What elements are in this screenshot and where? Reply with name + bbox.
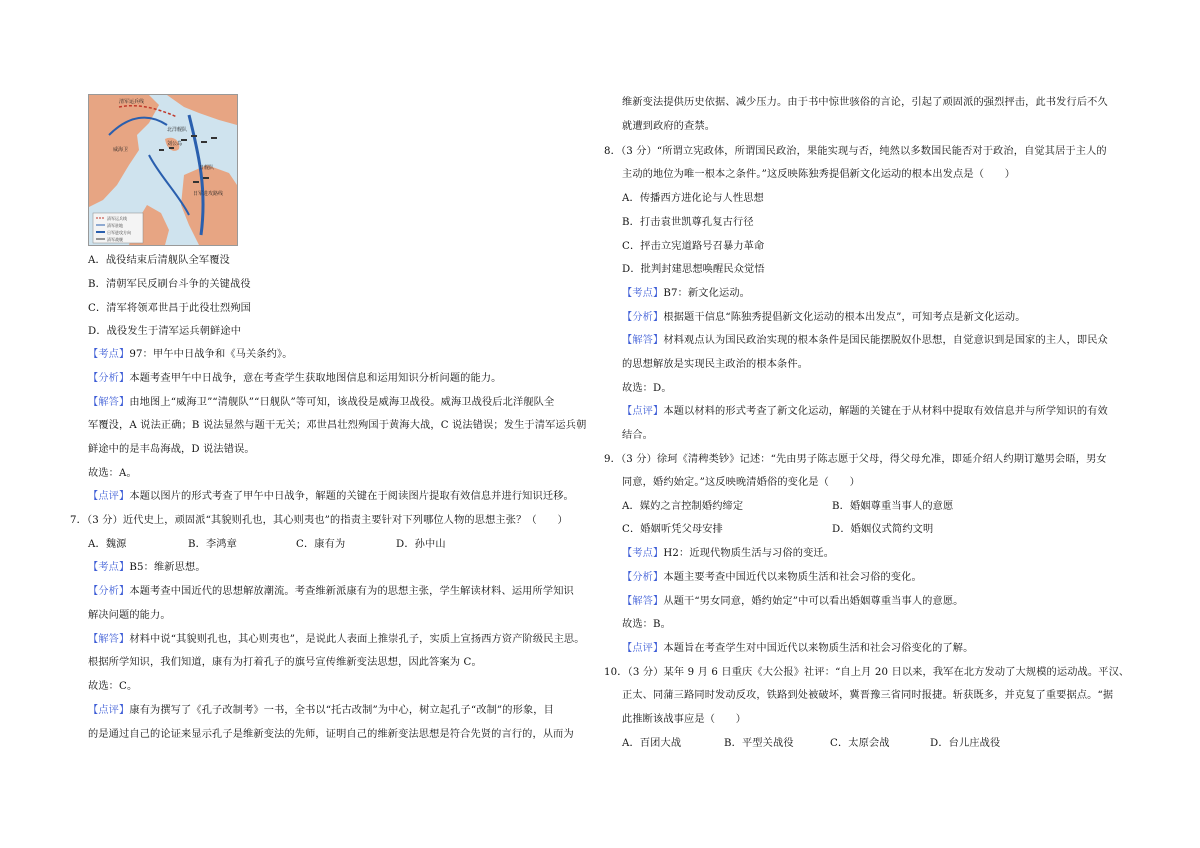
q6-kaodian-text: 97：甲午中日战争和《马关条约》。 xyxy=(129,349,293,360)
map-label-liugong-island: 刘公岛 xyxy=(167,141,183,147)
q8-fenxi-text: 根据题干信息“陈独秀提倡新文化运动的根本出发点”，可知考点是新文化运动。 xyxy=(663,312,1026,323)
q7-kaodian xyxy=(88,561,206,575)
q9-answer: 故选：B。 xyxy=(622,619,671,630)
map-legend-2: 清军驻地 xyxy=(107,223,123,228)
q10-stem-3: 此推断该战事应是（ ） xyxy=(622,714,747,725)
q7-jieda xyxy=(88,633,585,647)
map-legend-3: 日军进攻方向 xyxy=(107,230,131,235)
q7-fenxi-text-1: 本题考查中国近代的思想解放潮流。考查维新派康有为的思想主张，学生解读材料、运用所学知识 xyxy=(129,586,574,597)
q7-jieda-tag: 【解答】 xyxy=(88,634,130,645)
q8-dianping xyxy=(622,405,1108,419)
map-label-beiyang-fleet: 北洋舰队 xyxy=(167,127,188,133)
q9-option-d: D．婚姻仪式简约文明 xyxy=(832,524,934,535)
q8-dianping-text-1: 本题以材料的形式考查了新文化运动，解题的关键在于从材料中提取有效信息并与所学知识的有效 xyxy=(663,406,1108,417)
q8-jieda-text-1: 材料观点认为国民政治实现的根本条件是国民能摆脱奴仆思想，自觉意识到是国家的主人，即民众 xyxy=(663,335,1108,346)
q6-option-d: D．战役发生于清军运兵朝鲜途中 xyxy=(88,326,242,337)
q8-kaodian xyxy=(622,287,750,301)
q8-jieda-text-2: 的思想解放是实现民主政治的根本条件。 xyxy=(622,359,809,370)
q9-stem-2: 同意，婚约始定。”这反映晚清婚俗的变化是（ ） xyxy=(622,477,861,488)
q7-option-c: C．康有为 xyxy=(296,539,346,550)
q8-fenxi xyxy=(622,311,1026,325)
q7-fenxi-text-2: 解决问题的能力。 xyxy=(88,610,171,621)
q9-jieda-tag: 【解答】 xyxy=(622,596,664,607)
battle-map-image xyxy=(88,94,238,246)
q8-dianping-text-2: 结合。 xyxy=(622,430,654,441)
q8-option-d: D．批判封建思想唤醒民众觉悟 xyxy=(622,264,765,275)
q9-dianping xyxy=(622,642,973,656)
q8-kaodian-tag: 【考点】 xyxy=(622,288,664,299)
q6-fenxi xyxy=(88,372,502,386)
q7-dianping-text-1: 康有为撰写了《孔子改制考》一书，全书以“托古改制”为中心，树立起孔子“改制”的形象，目 xyxy=(129,705,554,716)
q8-stem-1: 8．（3 分）“所谓立宪政体，所谓国民政治，果能实现与否，纯然以多数国民能否对于政治，自觉其居于主人的 xyxy=(604,146,1107,157)
q10-option-c: C．太原会战 xyxy=(830,738,890,749)
q6-fenxi-text: 本题考查甲午中日战争，意在考查学生获取地图信息和运用知识分析问题的能力。 xyxy=(129,373,502,384)
map-legend-1: 清军运兵线 xyxy=(107,216,127,221)
q9-stem-1: 9．（3 分）徐珂《清稗类钞》记述：“先由男子陈志愿于父母，得父母允准，即延介绍人约期订邀男会晤，男女 xyxy=(604,454,1107,465)
map-label-japan-fleet: 日舰队 xyxy=(199,165,215,171)
q10-stem-2: 正太、同蒲三路同时发动反攻，铁路到处被破坏，冀晋豫三省同时报捷。斩获既多，并克复了重要据点。“据 xyxy=(622,690,1114,701)
q8-option-b: B．打击袁世凯尊孔复古行径 xyxy=(622,217,754,228)
map-legend-4: 清军战舰 xyxy=(107,237,123,242)
q9-option-a: A．媒妁之言控制婚约缔定 xyxy=(622,501,744,512)
q7-fenxi xyxy=(88,585,574,599)
q10-option-d: D．台儿庄战役 xyxy=(930,738,1001,749)
q6-jieda-tag: 【解答】 xyxy=(88,397,130,408)
q8-jieda xyxy=(622,334,1108,348)
q7-option-b: B．李鸿章 xyxy=(188,539,237,550)
q9-option-c: C．婚姻听凭父母安排 xyxy=(622,524,723,535)
q6-fenxi-tag: 【分析】 xyxy=(88,373,130,384)
q9-option-b: B．婚姻尊重当事人的意愿 xyxy=(832,501,954,512)
q8-option-a: A．传播西方进化论与人性思想 xyxy=(622,193,764,204)
q6-jieda-text-3: 鲜途中的是丰岛海战，D 说法错误。 xyxy=(88,444,255,455)
q9-fenxi xyxy=(622,571,922,585)
battle-map-svg xyxy=(89,95,237,245)
q6-dianping-tag: 【点评】 xyxy=(88,491,130,502)
q7-dianping-tag: 【点评】 xyxy=(88,705,130,716)
q9-dianping-tag: 【点评】 xyxy=(622,643,664,654)
q9-jieda-text: 从题干“男女同意，婚约始定”中可以看出婚姻尊重当事人的意愿。 xyxy=(663,596,964,607)
q9-kaodian xyxy=(622,547,834,561)
q8-answer: 故选：D。 xyxy=(622,383,672,394)
q8-option-c: C．抨击立宪道路号召暴力革命 xyxy=(622,241,765,252)
q7-kaodian-tag: 【考点】 xyxy=(88,562,130,573)
map-label-qing-route: 清军运兵线 xyxy=(119,99,145,105)
q8-jieda-tag: 【解答】 xyxy=(622,335,664,346)
q6-kaodian-tag: 【考点】 xyxy=(88,349,130,360)
q7-dianping xyxy=(88,704,554,718)
q6-jieda-text-1: 由地图上“威海卫”“清舰队”“日舰队”等可知，该战役是威海卫战役。威海卫战役后北洋舰队全 xyxy=(129,397,555,408)
q7-jieda-text-2: 根据所学知识，我们知道，康有为打着孔子的旗号宣传维新变法思想，因此答案为 C。 xyxy=(88,657,482,668)
q9-kaodian-tag: 【考点】 xyxy=(622,548,664,559)
q7-option-a: A．魏源 xyxy=(88,539,127,550)
q7-continued-2: 就遭到政府的查禁。 xyxy=(622,121,716,132)
q6-dianping xyxy=(88,490,574,504)
q9-fenxi-text: 本题主要考查中国近代以来物质生活和社会习俗的变化。 xyxy=(663,572,922,583)
q8-stem-2: 主动的地位为唯一根本之条件。”这反映陈独秀提倡新文化运动的根本出发点是（ ） xyxy=(622,169,1016,180)
q7-jieda-text-1: 材料中说“其貌则孔也，其心则夷也”，是说此人表面上推崇孔子，实质上宣扬西方资产阶级民主思。 xyxy=(129,634,585,645)
q10-option-a: A．百团大战 xyxy=(622,738,682,749)
map-label-weihaiwei: 威海卫 xyxy=(113,147,129,153)
q9-jieda xyxy=(622,595,964,609)
q10-stem-1: 10．（3 分）某年 9 月 6 日重庆《大公报》社评：“自上月 20 日以来，我军在北方发动了大规模的运动战。平汉、 xyxy=(604,667,1130,678)
q9-fenxi-tag: 【分析】 xyxy=(622,572,664,583)
q9-dianping-text: 本题旨在考查学生对中国近代以来物质生活和社会习俗变化的了解。 xyxy=(663,643,974,654)
q8-fenxi-tag: 【分析】 xyxy=(622,312,664,323)
q9-kaodian-text: H2：近现代物质生活与习俗的变迁。 xyxy=(663,548,835,559)
map-label-japan-route: 日军进攻路线 xyxy=(193,191,224,197)
q6-option-a: A．战役结束后清舰队全军覆没 xyxy=(88,255,230,266)
q8-kaodian-text: B7：新文化运动。 xyxy=(663,288,750,299)
q7-kaodian-text: B5：维新思想。 xyxy=(129,562,206,573)
q7-fenxi-tag: 【分析】 xyxy=(88,586,130,597)
q7-stem: 7．（3 分）近代史上，顽固派“其貌则孔也，其心则夷也”的指责主要针对下列哪位人物的思想主张？（ ） xyxy=(70,515,568,526)
q6-option-c: C．清军将领邓世昌于此役壮烈殉国 xyxy=(88,303,252,314)
q7-dianping-text-2: 的是通过自己的论证来显示孔子是维新变法的先师，证明自己的维新变法思想是符合先贤的言行的，从而为 xyxy=(88,729,574,740)
q6-option-b: B．清朝军民反刷台斗争的关键战役 xyxy=(88,279,251,290)
q6-kaodian xyxy=(88,348,293,362)
q7-option-d: D．孙中山 xyxy=(396,539,446,550)
q6-jieda xyxy=(88,396,554,410)
q10-option-b: B．平型关战役 xyxy=(724,738,794,749)
q6-jieda-text-2: 军覆没，A 说法正确；B 说法显然与题干无关；邓世昌壮烈殉国于黄海大战，C 说法错误；发生于清军运兵朝 xyxy=(88,420,587,431)
q8-dianping-tag: 【点评】 xyxy=(622,406,664,417)
q6-answer: 故选：A。 xyxy=(88,468,137,479)
q6-dianping-text: 本题以图片的形式考查了甲午中日战争，解题的关键在于阅读图片提取有效信息并进行知识迁移。 xyxy=(129,491,574,502)
q7-continued-1: 维新变法提供历史依据、减少压力。由于书中惊世骇俗的言论，引起了顽固派的强烈抨击，此书发行后不久 xyxy=(622,97,1108,108)
q7-answer: 故选：C。 xyxy=(88,681,138,692)
